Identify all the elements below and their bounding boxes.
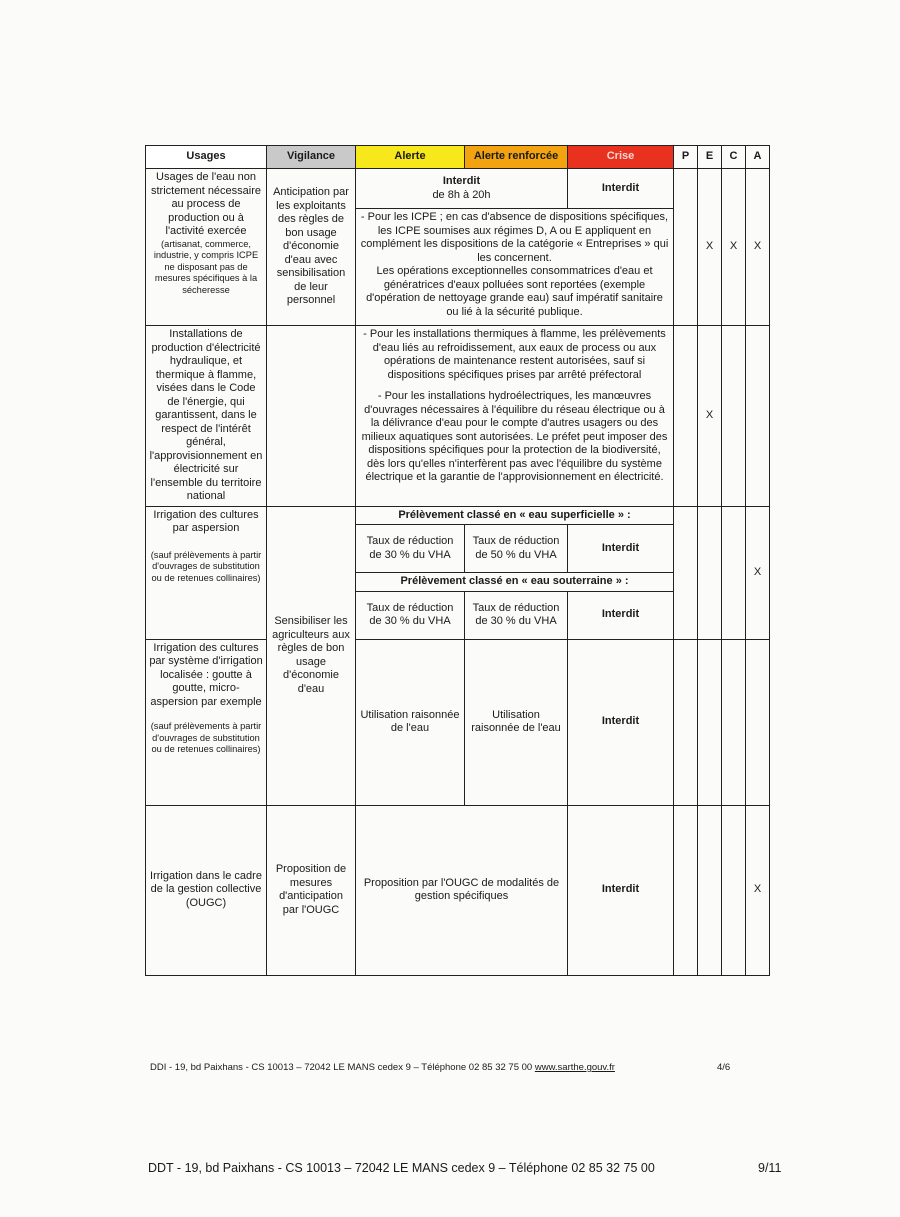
ougc-crise: Interdit <box>568 805 674 975</box>
header-alerte: Alerte <box>356 146 465 169</box>
aspersion-sout-renforcee: Taux de réduction de 30 % du VHA <box>465 591 568 639</box>
mark-e-r3 <box>698 506 722 639</box>
inner-footer-link[interactable]: www.sarthe.gouv.fr <box>534 1062 615 1073</box>
header-p: P <box>674 146 698 169</box>
mark-e-r5 <box>698 805 722 975</box>
mark-a-r2 <box>746 326 770 507</box>
header-e: E <box>698 146 722 169</box>
aspersion-sup-alerte: Taux de réduction de 30 % du VHA <box>356 525 465 573</box>
electricity-detail: - Pour les installations thermiques à flamme, les prélèvements d'eau liés au refroidissement, aux eaux de process ou aux opérations de maintenance restent autorisées, sauf si dispositions spécifiques prises par arrêté préfectoral - Pour les installations hydroélectriques, les manœuvres d'ouvrages nécessaires à l'équilibre du réseau électrique ou à la délivrance d'eau pour le compte d'autres usagers ou des milieux aquatiques sont autorisées. Le préfet peut imposer des dispositions spécifiques pour la protection de la biodiversité, dès lors qu'elles n'interfèrent pas avec l'équilibre du système électrique et la garantie de l'approvisionnement en électricité. <box>356 326 674 507</box>
inner-footer <box>150 1062 770 1073</box>
row-ougc <box>146 805 770 975</box>
mark-p-r1 <box>674 169 698 326</box>
mark-e-r4 <box>698 639 722 805</box>
aspersion-sup-crise: Interdit <box>568 525 674 573</box>
mark-a-r1: X <box>746 169 770 326</box>
page-footer <box>148 1161 788 1175</box>
mark-c-r4 <box>722 639 746 805</box>
aspersion-sout-alerte: Taux de réduction de 30 % du VHA <box>356 591 465 639</box>
icpe-detail: - Pour les ICPE ; en cas d'absence de dispositions spécifiques, les ICPE soumises aux régimes D, A ou E appliquent en complément les dispositions de la catégorie « Entreprises » qui les concernent. Les opérations exceptionnelles consommatrices d'eau et génératrices d'eaux polluées sont reportées (exemple d'opération de nettoyage grande eau) sauf impératif sanitaire ou lié à la sécurité publique. <box>356 209 674 326</box>
header-row <box>146 146 770 169</box>
aspersion-sout-crise: Interdit <box>568 591 674 639</box>
mark-e-r1: X <box>698 169 722 326</box>
mark-a-r4 <box>746 639 770 805</box>
usage-non-essential: Usages de l'eau non strictement nécessaire au process de production ou à l'activité exercée (artisanat, commerce, industrie, y compris ICPE ne disposant pas de mesures spécifiques à la sécheresse <box>146 169 267 326</box>
page-footer-page: 9/11 <box>758 1161 782 1175</box>
mark-a-r5: X <box>746 805 770 975</box>
row-aspersion-sup-title <box>146 506 770 525</box>
interdit-hours-cell: Interdit de 8h à 20h <box>356 169 568 209</box>
row-electricity <box>146 326 770 507</box>
inner-footer-address: DDI - 19, bd Paixhans - CS 10013 – 72042 LE MANS cedex 9 – Téléphone 02 85 32 75 00 <box>150 1062 535 1073</box>
crise-interdit-r1: Interdit <box>568 169 674 209</box>
localisee-renforcee: Utilisation raisonnée de l'eau <box>465 639 568 805</box>
row-non-essential-top <box>146 169 770 209</box>
mark-p-r3 <box>674 506 698 639</box>
vigilance-agriculteurs: Sensibiliser les agriculteurs aux règles de bon usage d'économie d'eau <box>267 506 356 805</box>
header-a: A <box>746 146 770 169</box>
restrictions-table <box>145 145 770 976</box>
inner-footer-page: 4/6 <box>717 1062 731 1073</box>
vigilance-ougc: Proposition de mesures d'anticipation par l'OUGC <box>267 805 356 975</box>
header-crise: Crise <box>568 146 674 169</box>
mark-c-r2 <box>722 326 746 507</box>
restrictions-table-container <box>145 145 769 976</box>
header-alerte-renforcee: Alerte renforcée <box>465 146 568 169</box>
vigilance-electricity-empty <box>267 326 356 507</box>
localisee-crise: Interdit <box>568 639 674 805</box>
header-usages: Usages <box>146 146 267 169</box>
header-c: C <box>722 146 746 169</box>
mark-e-r2: X <box>698 326 722 507</box>
mark-c-r1: X <box>722 169 746 326</box>
mark-p-r4 <box>674 639 698 805</box>
mark-c-r3 <box>722 506 746 639</box>
superficielle-title: Prélèvement classé en « eau superficielle » : <box>356 506 674 525</box>
vigilance-anticipation: Anticipation par les exploitants des règles de bon usage d'économie d'eau avec sensibilisation de leur personnel <box>267 169 356 326</box>
usage-localisee: Irrigation des cultures par système d'irrigation localisée : goutte à goutte, micro-aspersion par exemple (sauf prélèvements à partir d'ouvrages de substitution ou de retenues collinaires) <box>146 639 267 805</box>
header-vigilance: Vigilance <box>267 146 356 169</box>
localisee-alerte: Utilisation raisonnée de l'eau <box>356 639 465 805</box>
ougc-alerte: Proposition par l'OUGC de modalités de gestion spécifiques <box>356 805 568 975</box>
souterraine-title: Prélèvement classé en « eau souterraine » : <box>356 573 674 592</box>
aspersion-sup-renforcee: Taux de réduction de 50 % du VHA <box>465 525 568 573</box>
usage-electricity: Installations de production d'électricité hydraulique, et thermique à flamme, visées dans le Code de l'énergie, qui garantissent, dans le respect de l'intérêt général, l'approvisionnement en électricité sur l'ensemble du territoire national <box>146 326 267 507</box>
mark-a-r3: X <box>746 506 770 639</box>
mark-p-r5 <box>674 805 698 975</box>
page-footer-address: DDT - 19, bd Paixhans - CS 10013 – 72042 LE MANS cedex 9 – Téléphone 02 85 32 75 00 <box>148 1161 655 1175</box>
usage-ougc: Irrigation dans le cadre de la gestion collective (OUGC) <box>146 805 267 975</box>
row-localisee <box>146 639 770 805</box>
usage-aspersion: Irrigation des cultures par aspersion (sauf prélèvements à partir d'ouvrages de substitution ou de retenues collinaires) <box>146 506 267 639</box>
mark-c-r5 <box>722 805 746 975</box>
mark-p-r2 <box>674 326 698 507</box>
